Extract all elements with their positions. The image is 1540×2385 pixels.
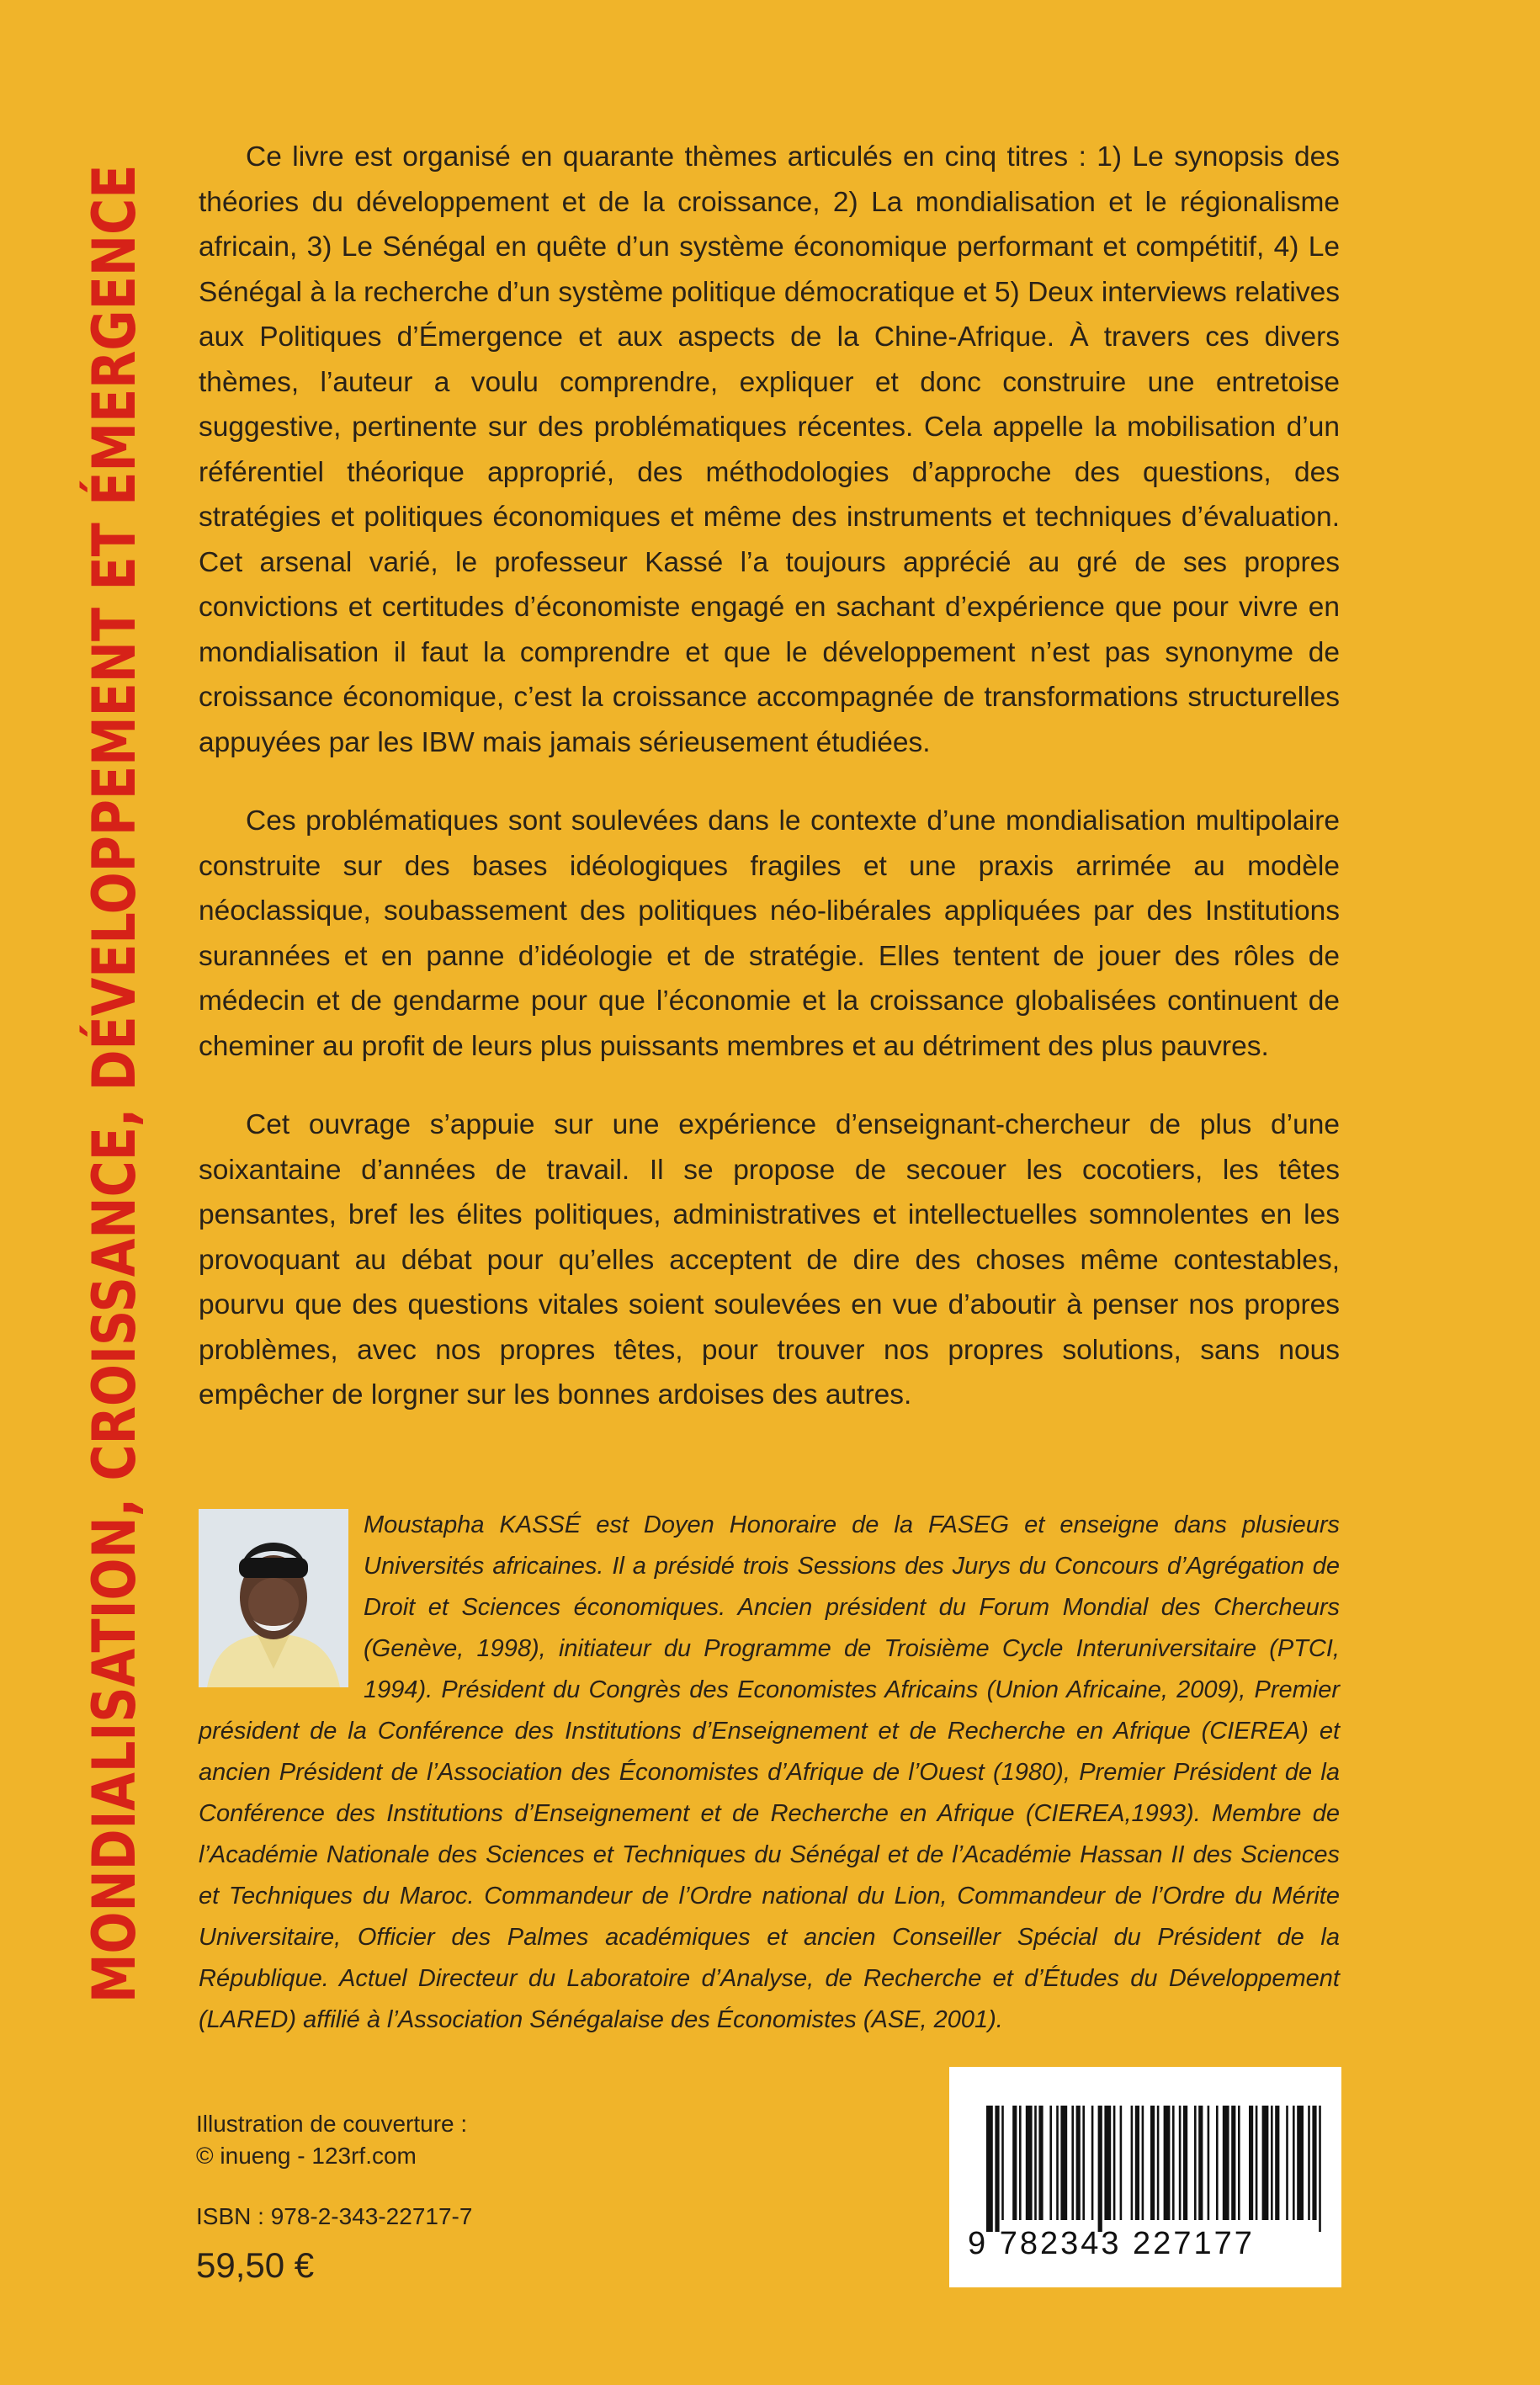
barcode-bar [1098, 2106, 1102, 2232]
barcode-bar [1150, 2106, 1155, 2220]
barcode-bar [986, 2106, 993, 2232]
barcode-bar [1071, 2106, 1074, 2220]
barcode-bar [1319, 2106, 1321, 2232]
barcode-bar [1034, 2106, 1037, 2220]
barcode-bar [1049, 2106, 1052, 2220]
barcode-bar [1262, 2106, 1269, 2220]
barcode-bars [949, 2067, 1341, 2235]
barcode-bar [1082, 2106, 1085, 2220]
barcode-bar [1183, 2106, 1187, 2220]
barcode-bar [1104, 2106, 1111, 2220]
credit-line-1: Illustration de couverture : [196, 2111, 468, 2137]
barcode-bar [1179, 2106, 1182, 2220]
photo-spacer [199, 1505, 364, 1707]
barcode-bar [1001, 2106, 1004, 2220]
barcode-bar [1312, 2106, 1316, 2220]
spine-title: MONDIALISATION, CROISSANCE, DÉVELOPPEMENT ET ÉMERGENCE [80, 164, 149, 2003]
barcode-bar [1120, 2106, 1123, 2220]
blurb-paragraph-1: Ce livre est organisé en quarante thèmes articulés en cinq titres : 1) Le synopsis des théories du développement et de la croissance, 2) La mondialisation et le régionalisme africain, 3) Le Sénégal en quête d’un système économique performant et compétitif, 4) Le Sénégal à la recherche d’un système politique démocratique et 5) Deux interviews relatives aux Politiques d’Émergence et aux aspects de la Chine-Afrique. À travers ces divers thèmes, l’auteur a voulu comprendre, expliquer et donc construire une entretoise suggestive, pertinente sur des problématiques récentes. Cela appelle la mobilisation d’un référentiel théorique approprié, des méthodologies d’approche des questions, des stratégies et politiques économiques et même des instruments et techniques d’évaluation. Cet arsenal varié, le professeur Kassé l’a toujours apprécié au gré de ses propres convictions et certitudes d’économiste engagé en sachant d’expérience que pour vivre en mondialisation il faut la comprendre et que le développement n’est pas synonyme de croissance économique, c’est la croissance accompagnée de transformations structurelles appuyées par les IBW mais jamais sérieusement étudiées. [199, 141, 1340, 758]
author-bio-text: Moustapha KASSÉ est Doyen Honoraire de la FASEG et enseigne dans plusieurs Universités africaines. Il a présidé trois Sessions des Jurys du Concours d’Agrégation de Droit et Sciences économiques. Ancien président du Forum Mondial des Chercheurs (Genève, 1998), initiateur du Programme de Troisième Cycle Interuniversitaire (PTCI, 1994). Président du Congrès des Economistes Africains (Union Africaine, 2009), Premier président de la Conférence des Institutions d’Enseignement et de Recherche en Afrique (CIEREA) et ancien Président de l’Association des Économistes d’Afrique de l’Ouest (1980), Premier Président de la Conférence des Institutions d’Enseignement et de Recherche en Afrique (CIEREA,1993). Membre de l’Académie Nationale des Sciences et Techniques du Sénégal et de l’Académie Hassan II des Sciences et Techniques du Maroc. Commandeur de l’Ordre national du Lion, Commandeur de l’Ordre du Mérite Universitaire, Officier des Palmes académiques et ancien Conseiller Spécial du Président de la République. Actuel Directeur du Laboratoire d’Analyse, de Recherche et d’Études du Développement (LARED) affilié à l’Association Sénégalaise des Économistes (ASE, 2001). [199, 1511, 1340, 2033]
barcode-bar [1142, 2106, 1144, 2220]
isbn: ISBN : 978-2-343-22717-7 [196, 2203, 473, 2229]
barcode-bar [1198, 2106, 1203, 2220]
barcode-bar [1208, 2106, 1210, 2220]
barcode-bar [1238, 2106, 1240, 2220]
barcode-bar [1275, 2106, 1279, 2220]
barcode-bar [1113, 2106, 1116, 2220]
barcode-bar [1012, 2106, 1017, 2220]
barcode-bar [1271, 2106, 1273, 2220]
barcode-bar [1216, 2106, 1219, 2220]
cover-illustration-credit [196, 2108, 467, 2172]
barcode-bar [1172, 2106, 1175, 2220]
barcode-bar [1135, 2106, 1139, 2220]
barcode-bar [1026, 2106, 1033, 2220]
barcode-bar [995, 2106, 999, 2232]
barcode-bar [1056, 2106, 1059, 2220]
barcode-bar [1297, 2106, 1304, 2220]
barcode-bar [1231, 2106, 1235, 2220]
author-biography [199, 1505, 1340, 2041]
barcode-bar [1164, 2106, 1171, 2220]
barcode-bar [1038, 2106, 1043, 2220]
barcode-bar [1308, 2106, 1310, 2220]
back-cover-blurb [199, 135, 1340, 1452]
barcode-bar [1256, 2106, 1258, 2220]
barcode-bar [1286, 2106, 1288, 2220]
barcode-digits: 9 782343 227177 [968, 2226, 1255, 2261]
barcode-bar [1091, 2106, 1094, 2220]
credit-line-2: © inueng - 123rf.com [196, 2143, 417, 2169]
barcode-bar [1131, 2106, 1134, 2220]
barcode-bar [1060, 2106, 1067, 2220]
barcode-bar [1157, 2106, 1160, 2220]
barcode-bar [1293, 2106, 1295, 2220]
barcode-bar [1249, 2106, 1253, 2220]
blurb-paragraph-3: Cet ouvrage s’appuie sur une expérience d’enseignant-chercheur de plus d’une soixantaine d’années de travail. Il se propose de secouer les cocotiers, les têtes pensantes, bref les élites politiques, administratives et intellectuelles somnolentes en les provoquant au débat pour qu’elles acceptent de dire des choses même contestables, pourvu que des questions vitales soient soulevées en vue d’aboutir à penser nos propres problèmes, avec nos propres têtes, pour trouver nos propres solutions, sans nous empêcher de lorgner sur les bonnes ardoises des autres. [199, 1109, 1340, 1410]
blurb-paragraph-2: Ces problématiques sont soulevées dans le contexte d’une mondialisation multipolaire construite sur des bases idéologiques fragiles et une praxis arrimée au modèle néoclassique, soubassement des politiques néo-libérales appliquées par des Institutions surannées et en panne d’idéologie et de stratégie. Elles tentent de jouer des rôles de médecin et de gendarme pour que l’économie et la croissance globalisées continuent de cheminer au profit de leurs plus puissants membres et au détriment des plus pauvres. [199, 805, 1340, 1062]
barcode-bar [1076, 2106, 1081, 2220]
price: 59,50 € [196, 2245, 315, 2285]
barcode-bar [1194, 2106, 1197, 2220]
barcode-bar [1019, 2106, 1022, 2220]
barcode-bar [1223, 2106, 1229, 2220]
